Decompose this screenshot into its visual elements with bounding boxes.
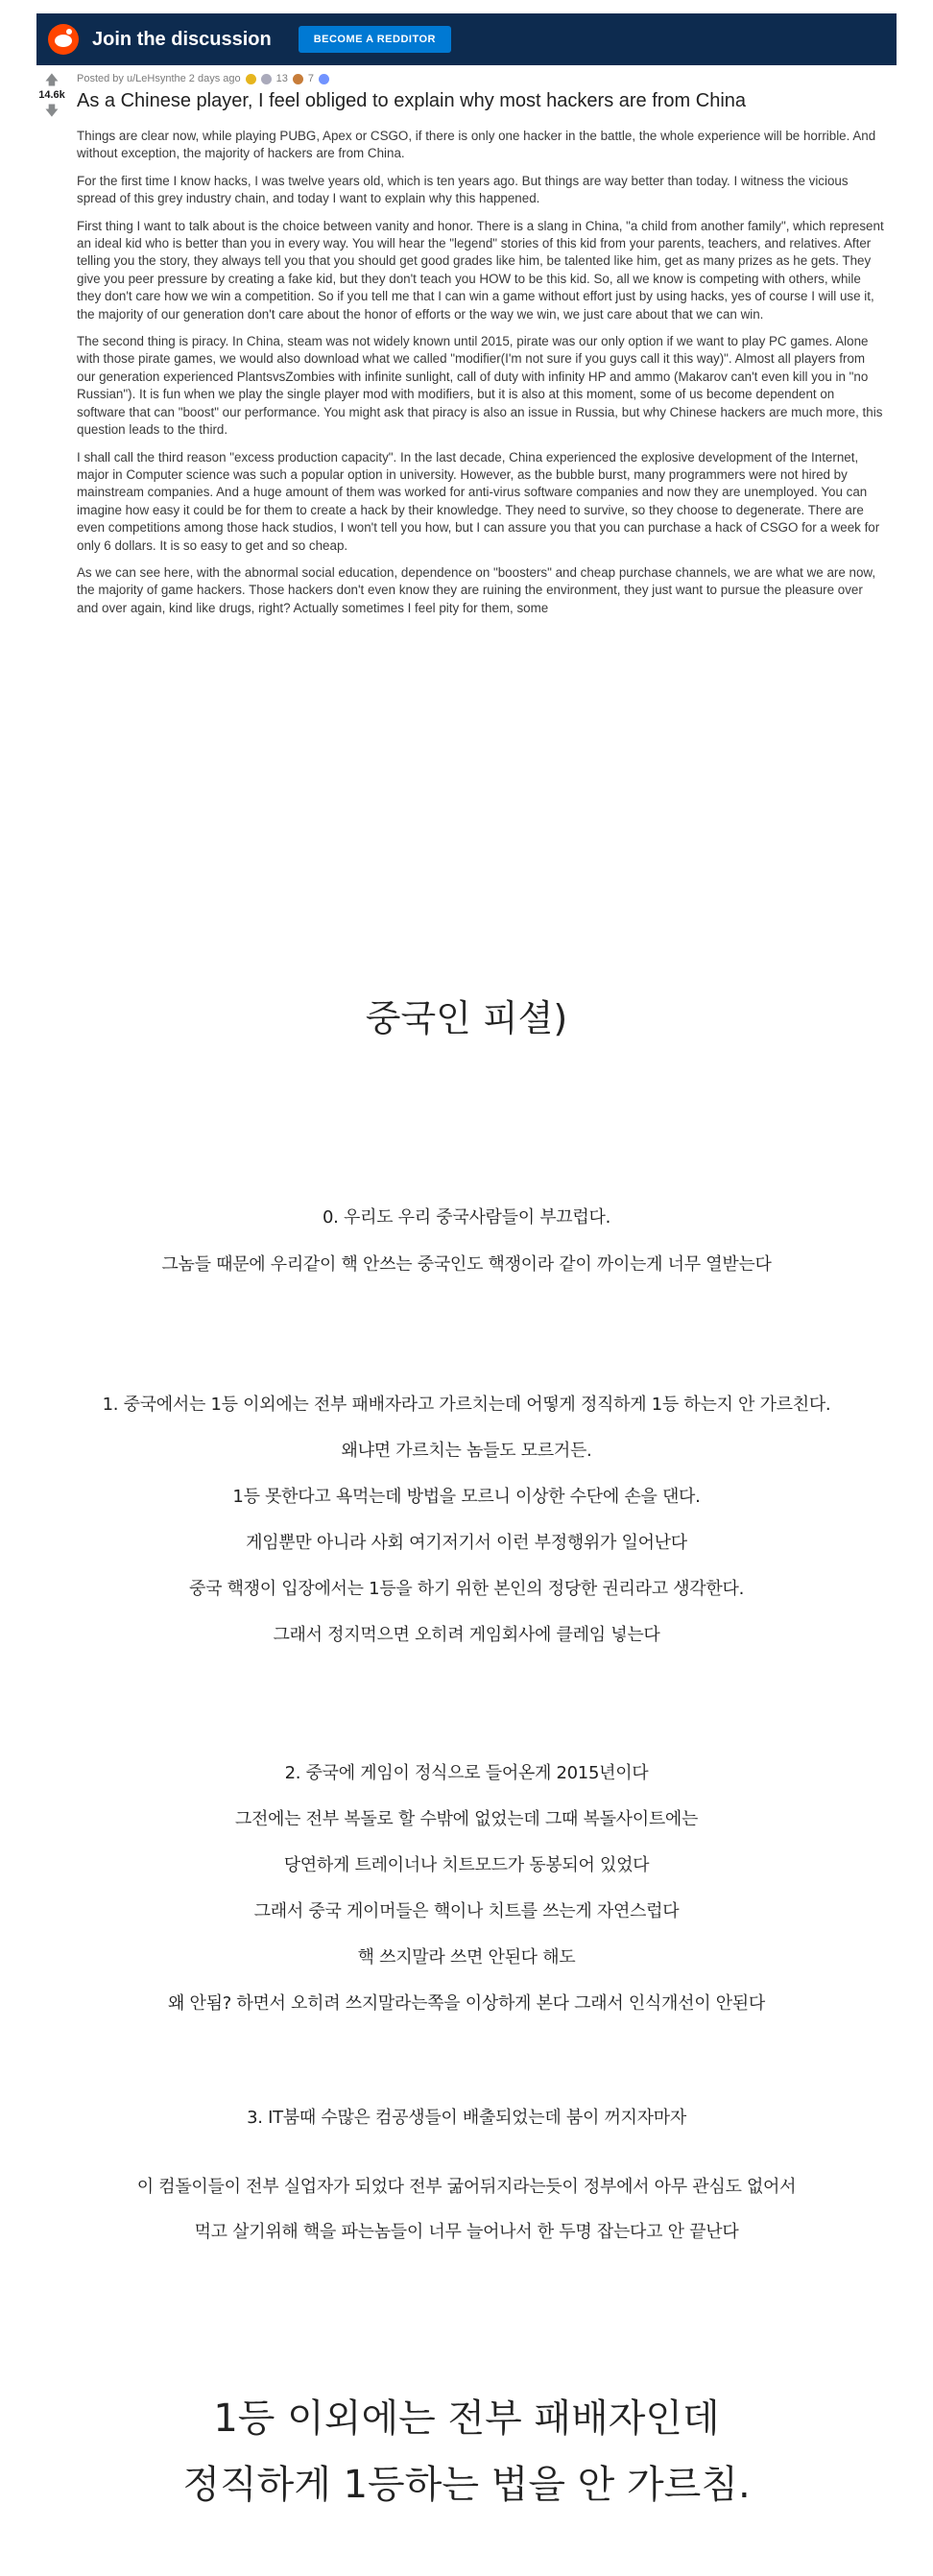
- post-paragraph: First thing I want to talk about is the choice between vanity and honor. There is a slang in China, "a child from another family", which represent an ideal kid who is better than you in every way. You will hear the "legend" stories of this kid from your parents, teachers, and relatives. After telling you the story, they always tell you that you should get good grades like him, be talented like him, get as many prizes as he gets. They give you peer pressure by creating a fake kid, but they don't teach you HOW to be this kid. So, all we know is competing with others, while they don't care how we win a competition. So if you tell me that I can win a game without effort just by using hacks, yes of course I will use it, the majority of our generation don't care about the honor of efforts or the way we win, we just care about that we can win.: [77, 218, 884, 322]
- korean-line: 그래서 중국 게이머들은 핵이나 치트를 쓰는게 자연스럽다: [253, 1901, 680, 1921]
- vote-column: [36, 73, 67, 117]
- korean-line: 3. IT붐때 수많은 컴공생들이 배출되었는데 붐이 꺼지자마자: [247, 2108, 686, 2128]
- korean-line: 1등 못한다고 욕먹는데 방법을 모르니 이상한 수단에 손을 댄다.: [232, 1487, 701, 1507]
- korean-line: 왜 안됨? 하면서 오히려 쓰지말라는쪽을 이상하게 본다 그래서 인식개선이 안된다: [168, 1993, 765, 2014]
- bronze-award-icon: [293, 74, 303, 84]
- korean-footer-line: 정직하게 1등하는 법을 안 가르침.: [182, 2463, 751, 2507]
- reddit-screenshot: [36, 13, 897, 787]
- gold-award-icon: [246, 74, 256, 84]
- silver-award-icon: [261, 74, 272, 84]
- downvote-icon[interactable]: 🡇: [44, 103, 60, 118]
- korean-line: 먹고 살기위해 핵을 파는놈들이 너무 늘어나서 한 두명 잡는다고 안 끝난다: [194, 2222, 739, 2242]
- korean-line: 그래서 정지먹으면 오히려 게임회사에 클레임 넣는다: [273, 1625, 660, 1645]
- korean-line: 당연하게 트레이너나 치트모드가 동봉되어 있었다: [283, 1855, 650, 1875]
- post-paragraph: As we can see here, with the abnormal social education, dependence on "boosters" and cheap purchase channels, we are what we are now, the majority of game hackers. Those hackers don't even know they are ruining the environment, they just want to pursue the pleasure over and over again, kind like drugs, right? Actually sometimes I feel pity for them, some: [77, 564, 876, 615]
- korean-heading: 중국인 피셜): [365, 997, 568, 1039]
- post-paragraph: For the first time I know hacks, I was twelve years old, which is ten years ago. But things are way better than today. I witness the vicious spread of this grey industry chain, and today I want to explain why this happened.: [77, 173, 849, 206]
- join-text: Join the discussion: [92, 28, 272, 50]
- reddit-logo-icon: [48, 24, 79, 55]
- korean-footer-line: 1등 이외에는 전부 패배자인데: [213, 2397, 720, 2441]
- korean-line: 0. 우리도 우리 중국사람들이 부끄럽다.: [322, 1207, 610, 1228]
- upvote-icon[interactable]: 🡅: [44, 72, 60, 87]
- korean-line: 핵 쓰지말라 쓰면 안된다 해도: [357, 1947, 576, 1968]
- korean-line: 이 컴돌이들이 전부 실업자가 되었다 전부 굶어뒤지라는듯이 정부에서 아무 관심도 없어서: [136, 2177, 797, 2197]
- post-meta-text: Posted by u/LeHsynthe 2 days ago: [77, 73, 241, 84]
- korean-line: 2. 중국에 게임이 정식으로 들어온게 2015년이다: [284, 1763, 649, 1783]
- post-title[interactable]: As a Chinese player, I feel obliged to explain why most hackers are from China: [77, 90, 747, 111]
- korean-line: 게임뿐만 아니라 사회 여기저기서 이런 부정행위가 일어난다: [246, 1533, 687, 1553]
- korean-line: 왜냐면 가르치는 놈들도 모르거든.: [341, 1441, 592, 1461]
- fade-overlay: [36, 764, 897, 787]
- korean-line: 1. 중국에서는 1등 이외에는 전부 패배자라고 가르치는데 어떻게 정직하게 1등 하는지 안 가르친다.: [102, 1395, 831, 1415]
- blue-award-icon: [319, 74, 329, 84]
- korean-line: 중국 핵쟁이 입장에서는 1등을 하기 위한 본인의 정당한 권리라고 생각한다.: [188, 1579, 744, 1599]
- join-banner: [36, 13, 897, 65]
- post: [36, 65, 897, 617]
- korean-line: 그전에는 전부 복돌로 할 수밖에 없었는데 그때 복돌사이트에는: [234, 1809, 699, 1829]
- post-meta: [77, 65, 885, 84]
- become-redditor-button[interactable]: BECOME A REDDITOR: [299, 26, 451, 53]
- award-count-bronze: 7: [307, 73, 314, 84]
- post-paragraph: Things are clear now, while playing PUBG, Apex or CSGO, if there is only one hacker in the battle, the whole experience will be horrible. And without exception, the majority of hackers are from China.: [77, 129, 876, 161]
- post-paragraph: The second thing is piracy. In China, steam was not widely known until 2015, pirate was our only option if we want to play PC games. Alone with those pirate games, we would also download what we called "modifier(I'm not sure if you guys call it this way)". Almost all players from our generation experienced PlantsvsZombies with infinite sunlight, call of duty with infinity HP and ammo (Makarov can't even kill you in "no Russian"). It is fun when we play the single player mod with modifiers, but it is also at this moment, some of us become dependent on software that can "boost" our performance. You might ask that piracy is also an issue in Russia, but why Chinese hackers are much more, this question leads to the third.: [77, 334, 883, 438]
- vote-count: 14.6k: [38, 89, 65, 101]
- award-count-silver: 13: [275, 73, 288, 84]
- post-paragraph: I shall call the third reason "excess production capacity". In the last decade, China experienced the explosive development of the Internet, major in Computer science was such a popular option in university. However, as the bubble burst, many programmers were not hired by mainstream companies. And a huge amount of them was worked for anti-virus software companies and now they are unemployed. You can imagine how easy it could be for them to create a hack by their knowledge. They need to survive, so they choose to degenerate. There are even competitions among those hack studios, I won't tell you how, but I can assure you that you can purchase a hack of CSGO for a week for only 6 dollars. It is so easy to get and so cheap.: [77, 449, 880, 553]
- korean-line: 그놈들 때문에 우리같이 핵 안쓰는 중국인도 핵쟁이라 같이 까이는게 너무 열받는다: [161, 1254, 772, 1275]
